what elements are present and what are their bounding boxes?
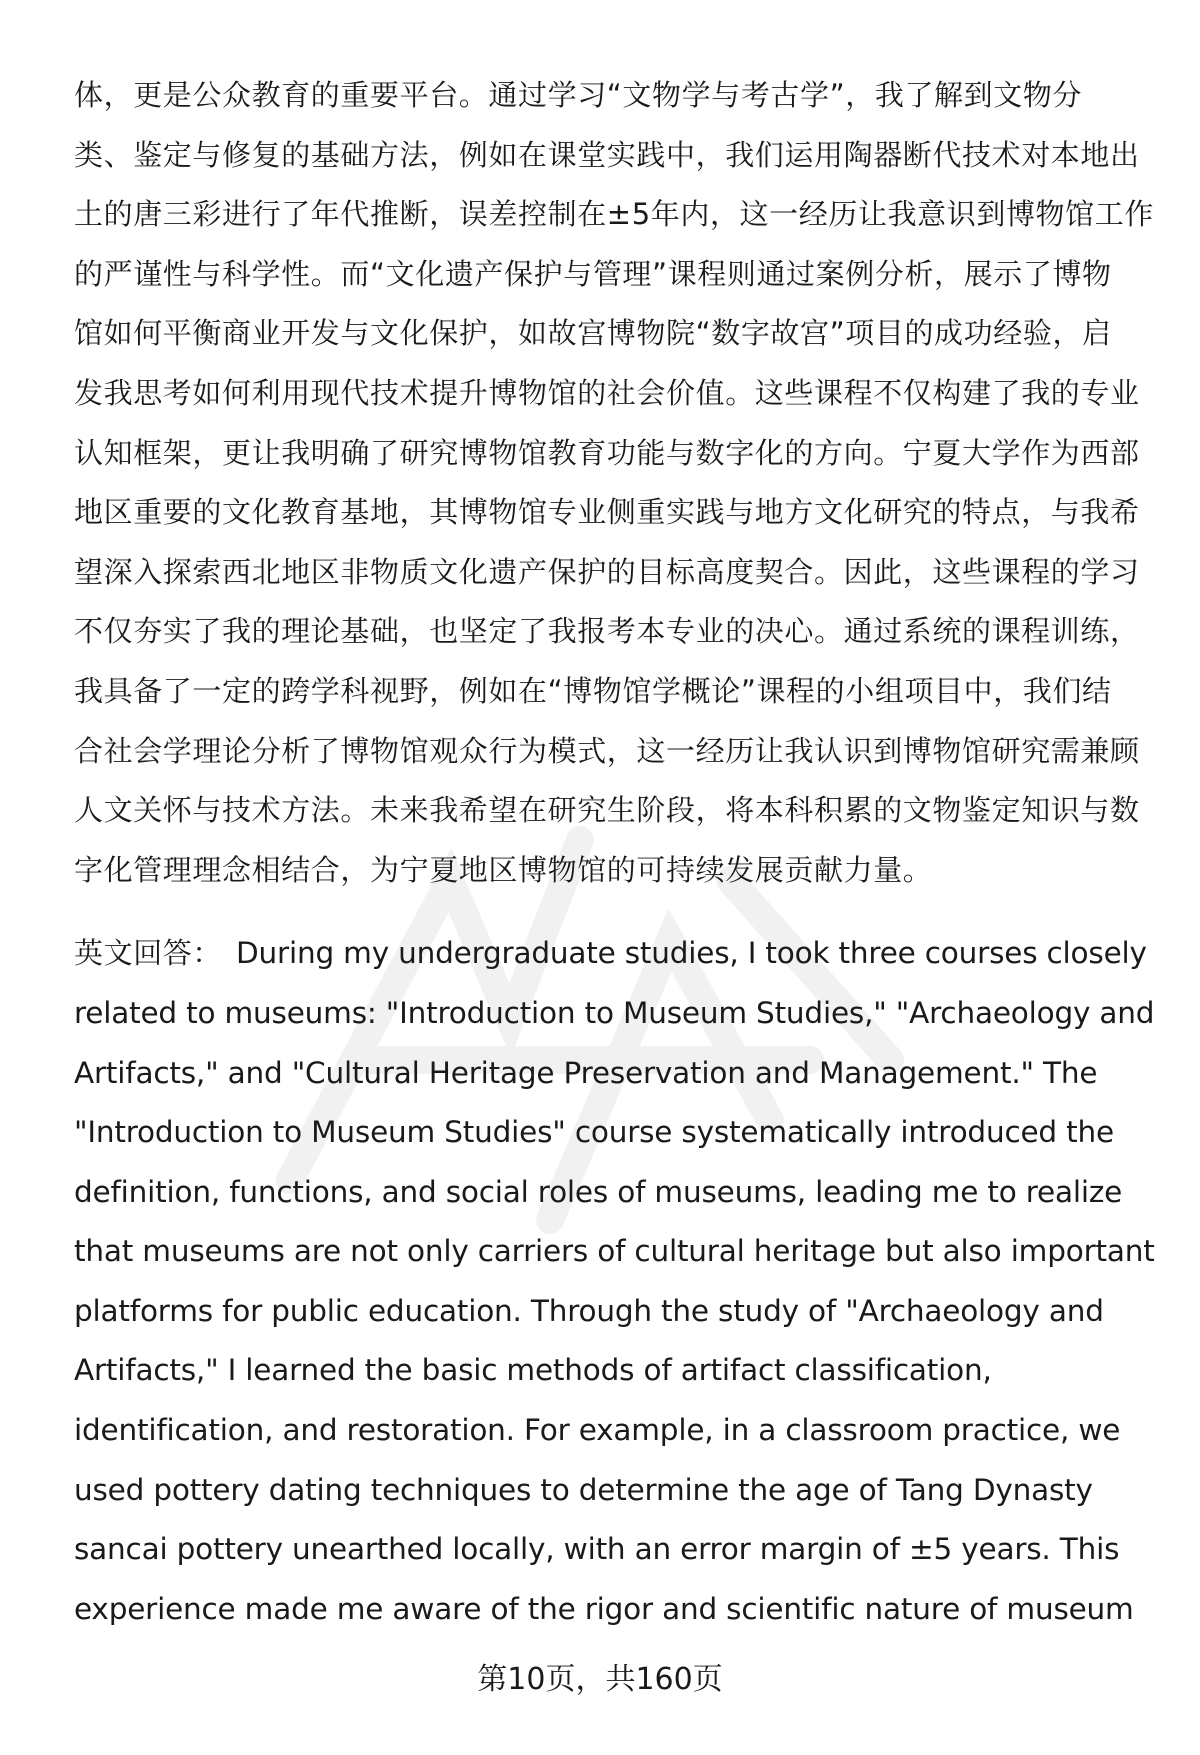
text-line: Artifacts," I learned the basic methods of artifact classification,: [74, 1353, 992, 1388]
text-line: Artifacts," and "Cultural Heritage Preservation and Management." The: [74, 1055, 1098, 1090]
text-line: 馆如何平衡商业开发与文化保护，如故宫博物院“数字故宫”项目的成功经验，启: [74, 316, 1112, 351]
text-line: related to museums: "Introduction to Museum Studies," "Archaeology and: [74, 995, 1155, 1030]
text-line: 的严谨性与科学性。而“文化遗产保护与管理”课程则通过案例分析，展示了博物: [74, 256, 1112, 291]
text-line: sancai pottery unearthed locally, with an error margin of ±5 years. This: [74, 1532, 1120, 1567]
document-page: [74, 66, 1174, 1639]
text-line-content: During my undergraduate studies, I took three courses closely: [236, 936, 1147, 971]
text-line: used pottery dating techniques to determine the age of Tang Dynasty: [74, 1472, 1093, 1507]
english-answer-label: 英文回答：: [74, 936, 223, 971]
text-line: platforms for public education. Through the study of "Archaeology and: [74, 1293, 1104, 1328]
text-line: 我具备了一定的跨学科视野，例如在“博物馆学概论”课程的小组项目中，我们结: [74, 673, 1112, 708]
text-line: 望深入探索西北地区非物质文化遗产保护的目标高度契合。因此，这些课程的学习: [74, 554, 1140, 589]
text-line: 地区重要的文化教育基地，其博物馆专业侧重实践与地方文化研究的特点，与我希: [74, 495, 1140, 530]
text-line: 不仅夯实了我的理论基础，也坚定了我报考本专业的决心。通过系统的课程训练，: [74, 614, 1140, 649]
text-line: "Introduction to Museum Studies" course systematically introduced the: [74, 1115, 1114, 1150]
text-line: definition, functions, and social roles of museums, leading me to realize: [74, 1174, 1123, 1209]
text-line: 土的唐三彩进行了年代推断，误差控制在±5年内，这一经历让我意识到博物馆工作: [74, 197, 1154, 232]
text-line: that museums are not only carriers of cultural heritage but also important: [74, 1234, 1155, 1269]
text-line: 体，更是公众教育的重要平台。通过学习“文物学与考古学”，我了解到文物分: [74, 78, 1083, 112]
text-line: 字化管理理念相结合，为宁夏地区博物馆的可持续发展贡献力量。: [74, 852, 933, 887]
text-line: 认知框架，更让我明确了研究博物馆教育功能与数字化的方向。宁夏大学作为西部: [74, 435, 1140, 470]
text-line: 类、鉴定与修复的基础方法，例如在课堂实践中，我们运用陶器断代技术对本地出: [74, 137, 1140, 172]
text-line: 发我思考如何利用现代技术提升博物馆的社会价值。这些课程不仅构建了我的专业: [74, 375, 1140, 410]
text-line: 人文关怀与技术方法。未来我希望在研究生阶段，将本科积累的文物鉴定知识与数: [74, 793, 1140, 828]
chinese-answer-paragraph: [74, 66, 1174, 900]
text-line: experience made me aware of the rigor and scientific nature of museum: [74, 1591, 1134, 1626]
text-line: 合社会学理论分析了博物馆观众行为模式，这一经历让我认识到博物馆研究需兼顾: [74, 733, 1140, 768]
text-line: identification, and restoration. For example, in a classroom practice, we: [74, 1413, 1121, 1448]
text-line: [74, 924, 1174, 984]
english-answer-paragraph: [74, 924, 1174, 1639]
page-number-footer: 第10页，共160页: [477, 1662, 723, 1697]
